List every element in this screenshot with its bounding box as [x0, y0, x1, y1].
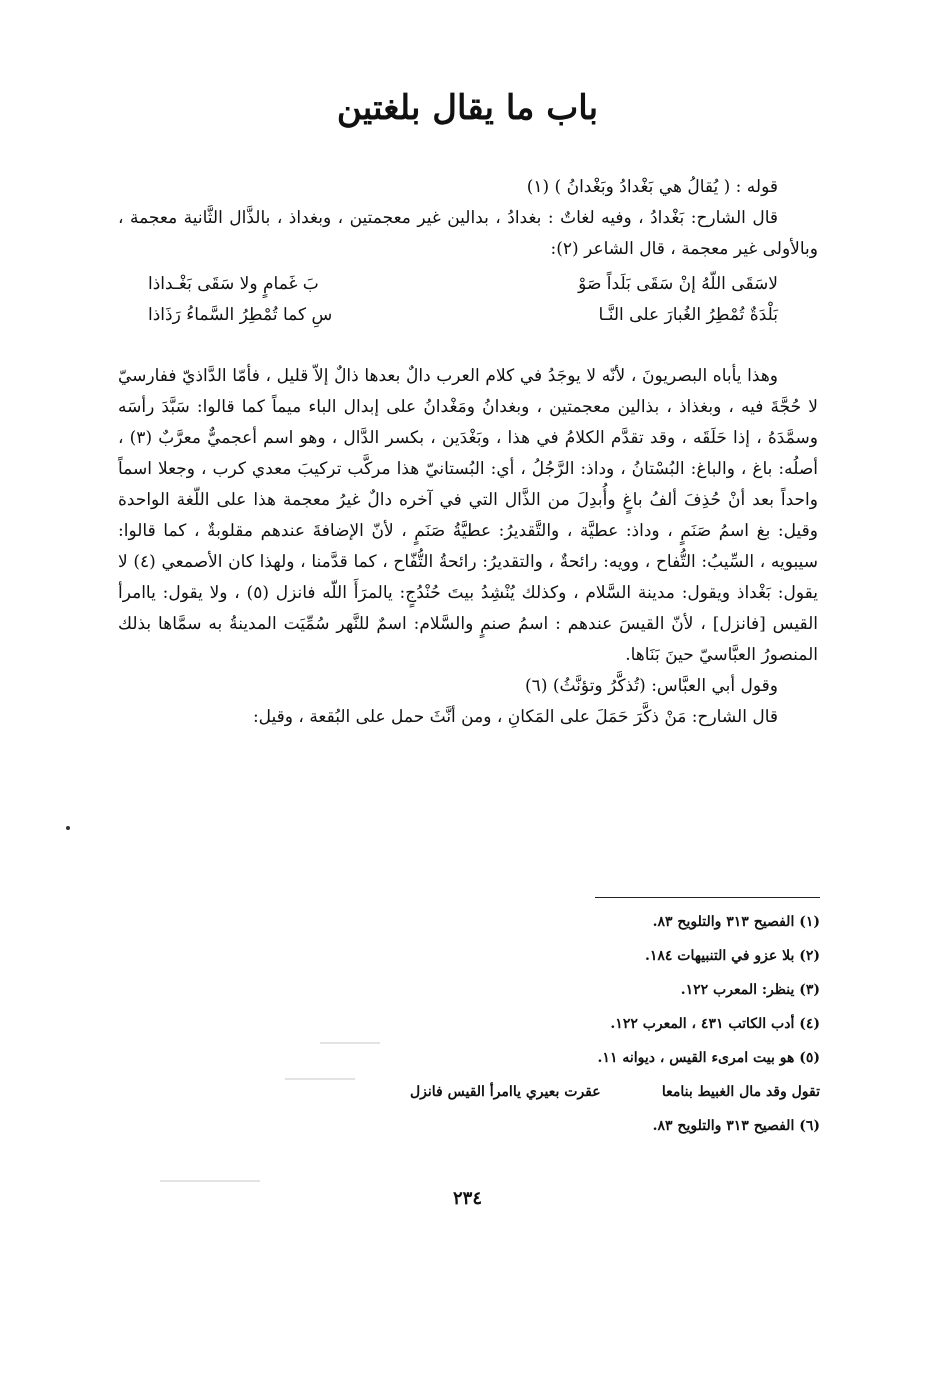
footnote-5-verse-second: عقرت بعيري ياامرأ القيس فانزل: [410, 1084, 601, 1100]
scan-smudge: [160, 1180, 260, 1182]
paragraph-quote-1: قوله : ( يُقالُ هي بَغْدادُ وبَغْدانُ ) (١): [526, 177, 778, 197]
footnote-separator: [595, 897, 820, 898]
scan-smudge: [285, 1078, 355, 1080]
poem-verses: [118, 269, 818, 331]
paragraph-commentary-2: وهذا يأباه البصريونَ ، لأنّه لا يوجَدُ في كلام العرب دالٌ بعدها ذالٌ إلاّ قليل ، فأمّا الدَّاذيّ ففارسيّ لا حُجَّةَ فيه ، وبغذاذ ، بذالين معجمتين ، وبغدانُ ومَغْدانُ على إبدال الباء ميماً كما قالوا: سَبَّدَ رأسَه وسمَّدَهُ ، إذا حَلَقَه ، وقد تقدَّم الكلامُ في هذا ، وبَغْدَين ، بكسر الدَّال ، وهو اسم أعجميٌّ معرَّبٌ (٣) ، أصلُه: باغ ، والباغ: البُسْتانُ ، وداذ: الرَّجُلُ ، أي: البُستانيّ هذا مركَّب تركيبَ معدي كرب ، وجعلا اسماً واحداً بعد أنْ حُذِفَ ألفُ باغٍ وأُبدِلَ من الذَّال التي في آخره دالٌ غيرُ معجمة هذا على اللّغة الواحدة وقيل: بغ اسمُ صَنَمٍ ، وداذ: عطيَّة ، والتَّقديرُ: عطيَّةُ صَنَمٍ ، لأنّ الإضافةَ عندهم مقلوبةٌ ، كما قالوا: سيبويه ، السِّيبُ: التُّفاح ، وويه: رائحةٌ ، والتقديرُ: رائحةُ التُّفّاح ، كما قدَّمنا ، ولهذا كان الأصمعي (٤) لا يقول: بَغْداذ ويقول: مدينة السَّلام ، وكذلك يُنْشِدُ بيتَ حُنْدُجٍ: يالمرَأَ اللّه فانزل (٥) ، ولا يقول: ياامرأ القيس [فانزل] ، لأنّ القيسَ عندهم : اسمُ صنمٍ والسَّلام: اسمٌ للنَّهر سُمِّيَت المدينةُ به سمَّاها بذلك المنصورُ العبَّاسيّ حينَ بَنَاها.: [118, 366, 819, 665]
paragraph-commentary-3: قال الشارح: مَنْ ذكَّرَ حَمَلَ على المَكانِ ، ومن أنَّثَ حمل على البُقعة ، وقيل:: [252, 707, 778, 727]
footnote-5-verse-first: تقول وقد مال الغبيط بنامعا: [661, 1084, 820, 1100]
verse-2-first-hemistich: بَلْدَةٌ تُمْطِرُ الغُبارَ على النَّـا: [598, 305, 778, 325]
paragraph-commentary-1: قال الشارح: بَغْدادُ ، وفيه لغاتٌ : بغدادُ ، بدالين غير معجمتين ، وبغداذ ، بالذَّال الثَّانية معجمة ، وبالأولى غير معجمة ، قال الشاعر (٢):: [118, 208, 818, 259]
stray-dot: [66, 826, 70, 830]
paragraph-quote-2: وقول أبي العبَّاس: (تُذكَّرُ وتؤنَّثُ) (٦): [525, 676, 778, 696]
chapter-title: باب ما يقال بلغتين: [336, 88, 599, 128]
verse-2-second-hemistich: سِ كما تُمْطِرُ السَّماءُ رَذَاذا: [148, 305, 333, 325]
footnote-3: (٣) ينظر: المعرب ١٢٢.: [680, 982, 820, 998]
footnote-5-verse: [300, 1075, 820, 1109]
scan-smudge: [320, 1042, 380, 1044]
footnote-2: (٢) بلا عزو في التنبيهات ١٨٤.: [645, 948, 820, 964]
verse-line-2: [118, 300, 818, 331]
verse-line-1: [118, 269, 818, 300]
main-text: [118, 172, 818, 733]
page-number: ٢٣٤: [452, 1188, 482, 1209]
verse-1-first-hemistich: لاسَقَى اللّهُ إنْ سَقَى بَلَداً صَوْ: [578, 274, 778, 294]
footnotes: [300, 905, 820, 1143]
footnote-6: (٦) الفصيح ٣١٣ والتلويح ٨٣.: [652, 1118, 820, 1134]
footnote-5: (٥) هو بيت امرىء القيس ، ديوانه ١١.: [597, 1050, 820, 1066]
verse-1-second-hemistich: بَ غَمامٍ ولا سَقَى بَغْـداذا: [148, 274, 319, 294]
footnote-1: (١) الفصيح ٣١٣ والتلويح ٨٣.: [652, 914, 820, 930]
footnote-4: (٤) أدب الكاتب ٤٣١ ، المعرب ١٢٢.: [610, 1016, 820, 1032]
